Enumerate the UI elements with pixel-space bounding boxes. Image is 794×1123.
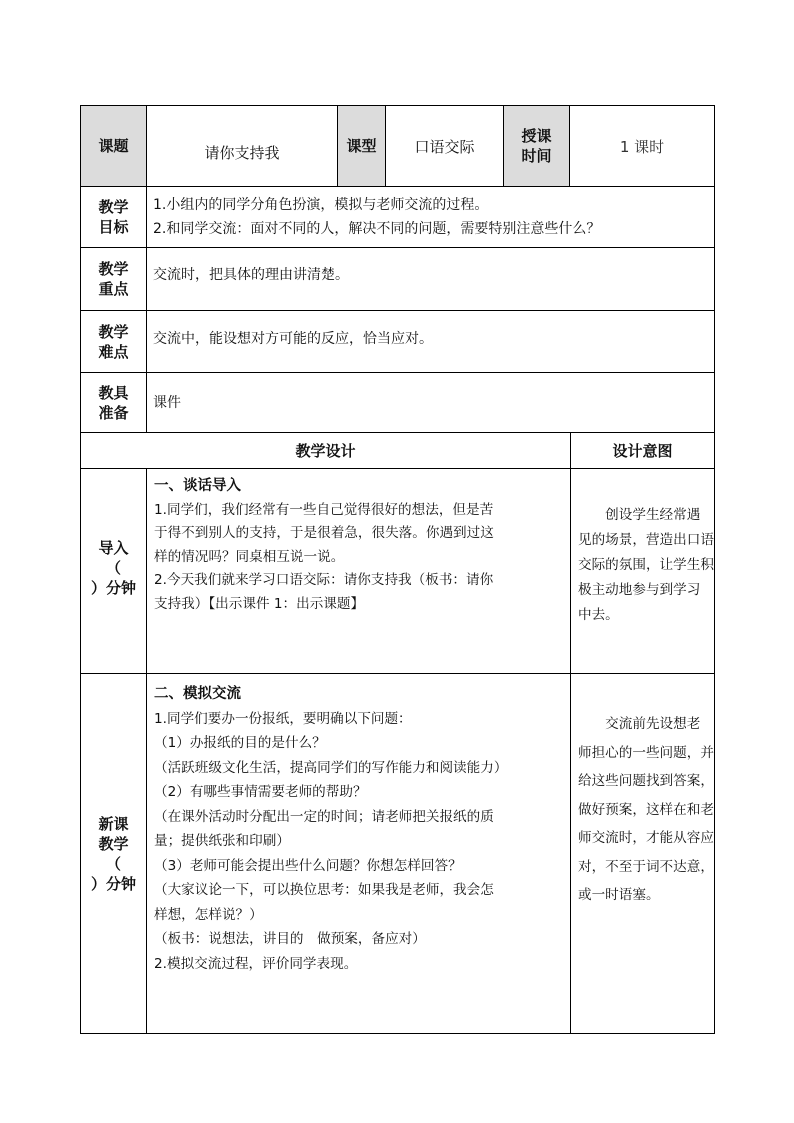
stage-2-line: 2.模拟交流过程，评价同学表现。 <box>154 955 358 972</box>
key-row <box>81 248 715 311</box>
stage-1-intent-line: 极主动地参与到学习 <box>578 582 701 598</box>
difficulty-label <box>81 311 147 373</box>
stage-2-label-line-1: 新课 <box>98 814 129 833</box>
difficulty-row <box>81 311 715 373</box>
tools-label-line-1: 教具 <box>98 383 129 402</box>
key-label-line-2: 重点 <box>98 280 129 298</box>
stage-1-line: 支持我）【出示课件 1：出示课题】 <box>154 595 365 612</box>
stage-2-intent-line: 给这些问题找到答案， <box>578 773 714 789</box>
stage-2-intent-line: 师交流时，才能从容应 <box>578 830 714 846</box>
stage-1-intent-line: 创设学生经常遇 <box>578 507 701 523</box>
tools-label <box>81 373 147 433</box>
topic-label: 课题 <box>81 106 147 187</box>
stage-2-intent-line: 或一时语塞。 <box>578 887 660 903</box>
goals-line-1: 1.小组内的同学分角色扮演，模拟与老师交流的过程。 <box>153 197 489 213</box>
type-value: 口语交际 <box>386 106 504 187</box>
stage-2-line: （1）办报纸的目的是什么？ <box>154 735 326 751</box>
stage-2-label-line-4: ）分钟 <box>90 874 136 893</box>
stage-2-line: （3）老师可能会提出些什么问题？你想怎样回答？ <box>154 857 462 874</box>
stage-2-intent-line: 交流前先设想老 <box>578 716 701 732</box>
stage-1-intent-line: 见的场景，营造出口语 <box>578 532 714 548</box>
time-label-line-2: 时间 <box>521 147 552 165</box>
goals-label-line-1: 教学 <box>98 198 129 216</box>
stage-2-label-line-2: 教学 <box>98 834 129 853</box>
key-content: 交流时，把具体的理由讲清楚。 <box>147 248 715 311</box>
time-label <box>504 106 570 187</box>
stage-1-intent-line: 中去。 <box>578 607 619 623</box>
time-label-line-1: 授课 <box>521 127 552 145</box>
stage-1-line: 1.同学们，我们经常有一些自己觉得很好的想法，但是苦 <box>154 501 494 518</box>
stage-2-line: （2）有哪些事情需要老师的帮助？ <box>154 784 367 800</box>
lesson-plan-table <box>80 105 715 1034</box>
stage-2-line: （活跃班级文化生活，提高同学们的写作能力和阅读能力） <box>154 759 508 776</box>
stage-2-intent <box>571 674 715 1034</box>
key-label <box>81 248 147 311</box>
stage-2-row <box>81 674 715 1034</box>
stage-1-body <box>147 469 571 674</box>
stage-2-heading: 二、模拟交流 <box>154 686 241 702</box>
stage-2-line: （大家议论一下，可以换位思考：如果我是老师，我会怎 <box>154 882 494 898</box>
difficulty-content: 交流中，能设想对方可能的反应，恰当应对。 <box>147 311 715 373</box>
intent-header: 设计意图 <box>571 433 715 469</box>
design-header: 教学设计 <box>81 433 571 469</box>
stage-1-line: 样的情况吗？同桌相互说一说。 <box>154 548 345 565</box>
design-header-row <box>81 433 715 469</box>
stage-1-label-line-2: （ <box>105 559 121 577</box>
difficulty-label-line-1: 教学 <box>98 322 129 341</box>
stage-2-line: （板书：说想法，讲目的 做预案，备应对） <box>154 931 426 947</box>
type-label: 课型 <box>338 106 386 187</box>
stage-2-intent-line: 做好预案，这样在和老 <box>578 801 714 818</box>
stage-1-intent <box>571 469 715 674</box>
goals-label <box>81 187 147 248</box>
stage-1-heading: 一、谈话导入 <box>154 478 241 494</box>
stage-2-line: 1.同学们要办一份报纸，要明确以下问题： <box>154 710 412 727</box>
header-row <box>81 106 715 187</box>
topic-value: 请你支持我 <box>147 106 338 187</box>
tools-row <box>81 373 715 433</box>
goals-content <box>147 187 715 248</box>
stage-1-label <box>81 469 147 674</box>
stage-1-row <box>81 469 715 674</box>
time-value: 1 课时 <box>570 106 715 187</box>
stage-2-line: （在课外活动时分配出一定的时间；请老师把关报纸的质 <box>154 808 494 825</box>
difficulty-label-line-2: 难点 <box>98 342 129 361</box>
stage-1-label-line-1: 导入 <box>98 539 129 557</box>
key-label-line-1: 教学 <box>98 260 129 278</box>
tools-content: 课件 <box>147 373 715 433</box>
goals-row <box>81 187 715 248</box>
stage-2-line: 量；提供纸张和印刷） <box>154 833 290 849</box>
stage-2-intent-line: 师担心的一些问题，并 <box>578 744 714 761</box>
goals-label-line-2: 目标 <box>98 218 129 236</box>
stage-1-line: 于得不到别人的支持，于是很着急，很失落。你遇到过这 <box>154 525 494 541</box>
stage-1-intent-line: 交际的氛围，让学生积 <box>578 557 714 573</box>
stage-1-label-line-3: ）分钟 <box>90 579 136 597</box>
stage-2-body <box>147 674 571 1034</box>
goals-line-2: 2.和同学交流：面对不同的人，解决不同的问题，需要特别注意些什么？ <box>153 221 601 237</box>
tools-label-line-2: 准备 <box>98 403 129 422</box>
stage-1-line: 2.今天我们就来学习口语交际：请你支持我（板书：请你 <box>154 572 494 588</box>
stage-2-label <box>81 674 147 1034</box>
stage-2-line: 样想，怎样说？） <box>154 906 263 923</box>
stage-2-intent-line: 对，不至于词不达意， <box>578 858 714 875</box>
stage-2-label-line-3: （ <box>105 854 121 873</box>
